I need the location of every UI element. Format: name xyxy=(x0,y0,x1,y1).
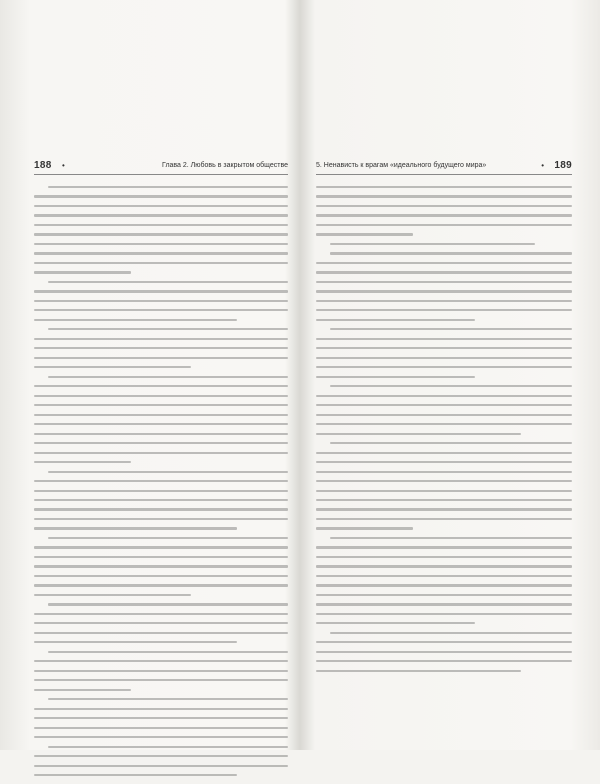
left-running-head xyxy=(34,160,288,175)
right-page-number: 189 xyxy=(554,160,572,171)
right-page xyxy=(300,0,600,750)
left-page-number: 188 xyxy=(34,160,52,171)
left-body-text-block xyxy=(34,186,288,784)
right-bullet: • xyxy=(541,161,544,170)
left-chapter-title: Глава 2. Любовь в закрытом обществе xyxy=(162,162,288,169)
left-page xyxy=(0,0,300,750)
right-running-head xyxy=(316,160,572,175)
left-bullet: • xyxy=(62,161,65,170)
right-body-text-block xyxy=(316,186,572,679)
right-chapter-title: 5. Ненависть к врагам «идеального будущего мира» xyxy=(316,162,487,169)
